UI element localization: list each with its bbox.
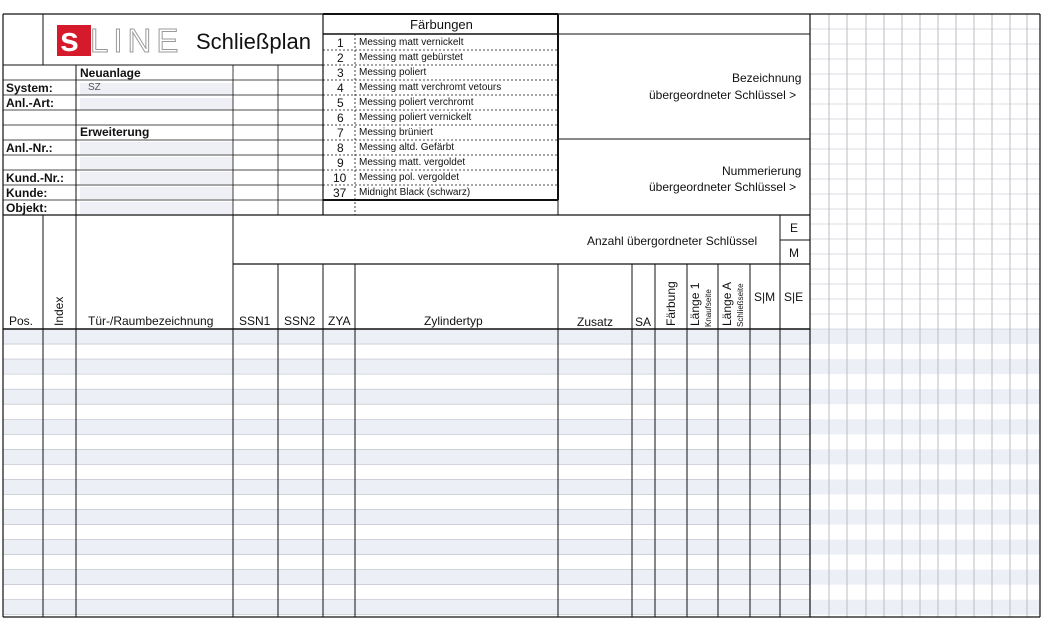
system-value: SZ — [88, 82, 101, 93]
faerbung-name: Messing poliert — [359, 67, 427, 78]
faerbung-number: 7 — [337, 126, 344, 140]
faerbungen-title: Färbungen — [410, 17, 473, 32]
col-laenge1: Länge 1 — [688, 282, 702, 326]
faerbung-number: 8 — [337, 141, 344, 155]
bezeichnung-line2: übergeordneter Schlüssel > — [649, 88, 797, 102]
kund-nr-label: Kund.-Nr.: — [6, 171, 64, 185]
faerbung-name: Messing brüniert — [359, 127, 433, 138]
info-value-fill — [80, 98, 233, 110]
info-value-fill — [80, 157, 233, 169]
neuanlage-label: Neuanlage — [80, 66, 141, 80]
objekt-label: Objekt: — [6, 201, 48, 215]
faerbung-name: Messing matt gebürstet — [359, 52, 463, 63]
info-value-fill — [80, 172, 233, 184]
faerbung-number: 3 — [337, 66, 344, 80]
brand-logo-line: LINE — [90, 22, 184, 59]
faerbung-name: Messing matt vernickelt — [359, 37, 464, 48]
kunde-label: Kunde: — [6, 186, 48, 200]
faerbung-number: 37 — [333, 186, 347, 200]
faerbung-name: Messing poliert verchromt — [359, 97, 474, 108]
col-index: Index — [52, 296, 66, 326]
col-zylindertyp: Zylindertyp — [424, 314, 483, 328]
faerbung-name: Messing matt. vergoldet — [359, 157, 466, 168]
faerbung-name: Midnight Black (schwarz) — [359, 187, 471, 198]
faerbung-number: 4 — [337, 81, 344, 95]
anzahl-label: Anzahl übergordneter Schlüssel — [587, 234, 758, 248]
info-value-fill — [80, 142, 233, 154]
col-faerbung: Färbung — [664, 281, 678, 326]
form-title: Schließplan — [196, 29, 311, 54]
faerbung-number: 1 — [337, 36, 344, 50]
col-laengeA-sub: Schließseite — [736, 283, 745, 327]
col-tuer: Tür-/Raumbezeichnung — [88, 314, 214, 328]
col-ssn1: SSN1 — [239, 314, 271, 328]
col-sm: S|M — [754, 290, 776, 304]
faerbung-name: Messing pol. vergoldet — [359, 172, 460, 183]
e-label: E — [790, 221, 799, 235]
info-value-fill — [80, 202, 233, 214]
faerbung-name: Messing poliert vernickelt — [359, 112, 472, 123]
col-laengeA: Länge A — [720, 281, 734, 326]
bezeichnung-line1: Bezeichnung — [732, 71, 802, 85]
brand-logo-s: s — [60, 21, 79, 59]
col-se: S|E — [784, 290, 804, 304]
faerbung-number: 2 — [337, 51, 344, 65]
col-sa: SA — [635, 315, 652, 329]
faerbung-number: 6 — [337, 111, 344, 125]
info-value-fill — [80, 83, 233, 95]
faerbung-name: Messing matt verchromt vetours — [359, 82, 502, 93]
nummerierung-line2: übergeordneter Schlüssel > — [649, 180, 797, 194]
col-ssn2: SSN2 — [284, 314, 316, 328]
col-zusatz: Zusatz — [577, 315, 614, 329]
col-laenge1-sub: Knaufseite — [704, 289, 713, 327]
erweiterung-label: Erweiterung — [80, 125, 150, 139]
anl-nr-label: Anl.-Nr.: — [6, 141, 53, 155]
info-value-fill — [80, 187, 233, 199]
nummerierung-line1: Nummerierung — [722, 164, 802, 178]
system-label: System: — [6, 81, 53, 95]
anl-art-label: Anl.-Art: — [6, 96, 54, 110]
m-label: M — [789, 246, 799, 260]
col-pos: Pos. — [9, 314, 34, 328]
col-zya: ZYA — [328, 314, 351, 328]
faerbung-number: 5 — [337, 96, 344, 110]
faerbung-name: Messing altd. Gefärbt — [359, 142, 455, 153]
faerbung-number: 9 — [337, 156, 344, 170]
faerbung-number: 10 — [333, 171, 347, 185]
